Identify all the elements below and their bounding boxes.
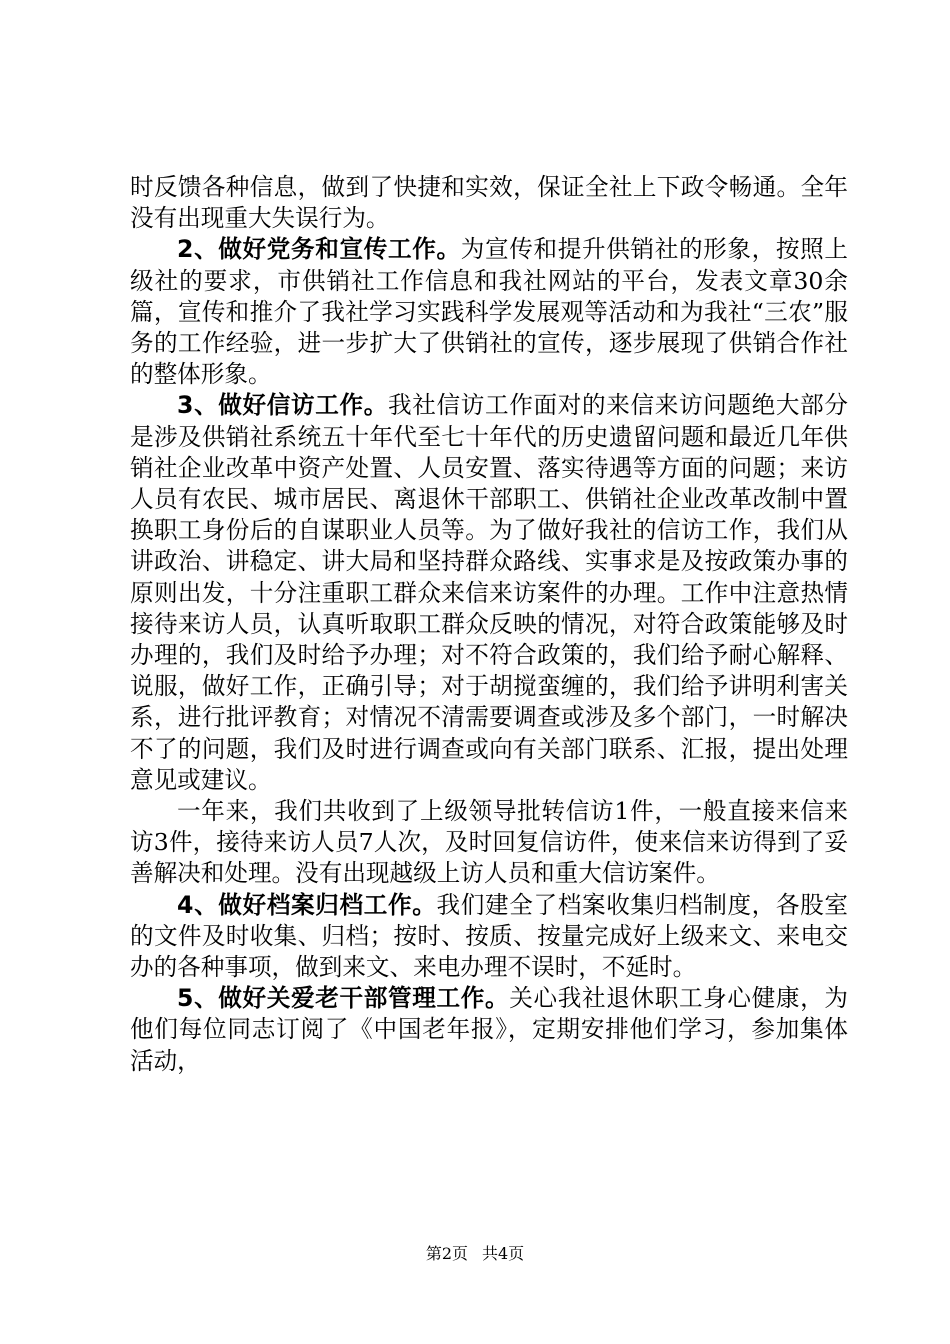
paragraph-text: 为宣传和提升供销社的形象，按照上级社的要求，市供销社工作信息和我社网站的平台，发表文章30余篇，宣传和推介了我社学习实践科学发展观等活动和为我社“三农”服务的工作经验，进一步扩大了供销社的宣传，逐步展现了供销合作社的整体形象。: [130, 235, 848, 389]
paragraph-petition-summary: [130, 796, 848, 890]
page-total: 共4页: [482, 1244, 525, 1263]
paragraph-archives: [130, 890, 848, 984]
paragraph-retired-cadres: [130, 983, 848, 1077]
paragraph-petition: [130, 390, 848, 796]
section-heading-archives: 4、做好档案归档工作。: [177, 890, 437, 919]
paragraph-text: 一年来，我们共收到了上级领导批转信访1件，一般直接来信来访3件，接待来访人员7人次，及时回复信访件，使来信来访得到了妥善解决和处理。没有出现越级上访人员和重大信访案件。: [130, 797, 848, 888]
paragraph-text: 我们建全了档案收集归档制度，各股室的文件及时收集、归档；按时、按质、按量完成好上级来文、来电交办的各种事项，做到来文、来电办理不误时，不延时。: [130, 890, 849, 982]
document-body: [130, 172, 848, 1077]
paragraph-party-publicity: [130, 234, 848, 390]
paragraph-text: 时反馈各种信息，做到了快捷和实效，保证全社上下政令畅通。全年没有出现重大失误行为。: [130, 173, 848, 233]
page-footer: [0, 1244, 950, 1264]
section-heading-petition: 3、做好信访工作。: [177, 391, 389, 420]
paragraph-text: 我社信访工作面对的来信来访问题绝大部分是涉及供销社系统五十年代至七十年代的历史遗留问题和最近几年供销社企业改革中资产处置、人员安置、落实待遇等方面的问题；来访人员有农民、城市居民、离退休干部职工、供销社企业改革改制中置换职工身份后的自谋职业人员等。为了做好我社的信访工作，我们从讲政治、讲稳定、讲大局和坚持群众路线、实事求是及按政策办事的原则出发，十分注重职工群众来信来访案件的办理。工作中注意热情接待来访人员，认真听取职工群众反映的情况，对符合政策能够及时办理的，我们及时给予办理；对不符合政策的，我们给予耐心解释、说服，做好工作，正确引导；对于胡搅蛮缠的，我们给予讲明利害关系，进行批评教育；对情况不清需要调查或涉及多个部门，一时解决不了的问题，我们及时进行调查或向有关部门联系、汇报，提出处理意见或建议。: [130, 391, 848, 794]
section-heading-party-publicity: 2、做好党务和宣传工作。: [177, 235, 461, 264]
paragraph-text: 关心我社退休职工身心健康，为他们每位同志订阅了《中国老年报》，定期安排他们学习，参加集体活动，: [130, 984, 848, 1075]
paragraph-continuation: [130, 172, 848, 234]
section-heading-retired-cadres: 5、做好关爱老干部管理工作。: [177, 984, 510, 1013]
page-number: 第2页: [425, 1244, 468, 1263]
